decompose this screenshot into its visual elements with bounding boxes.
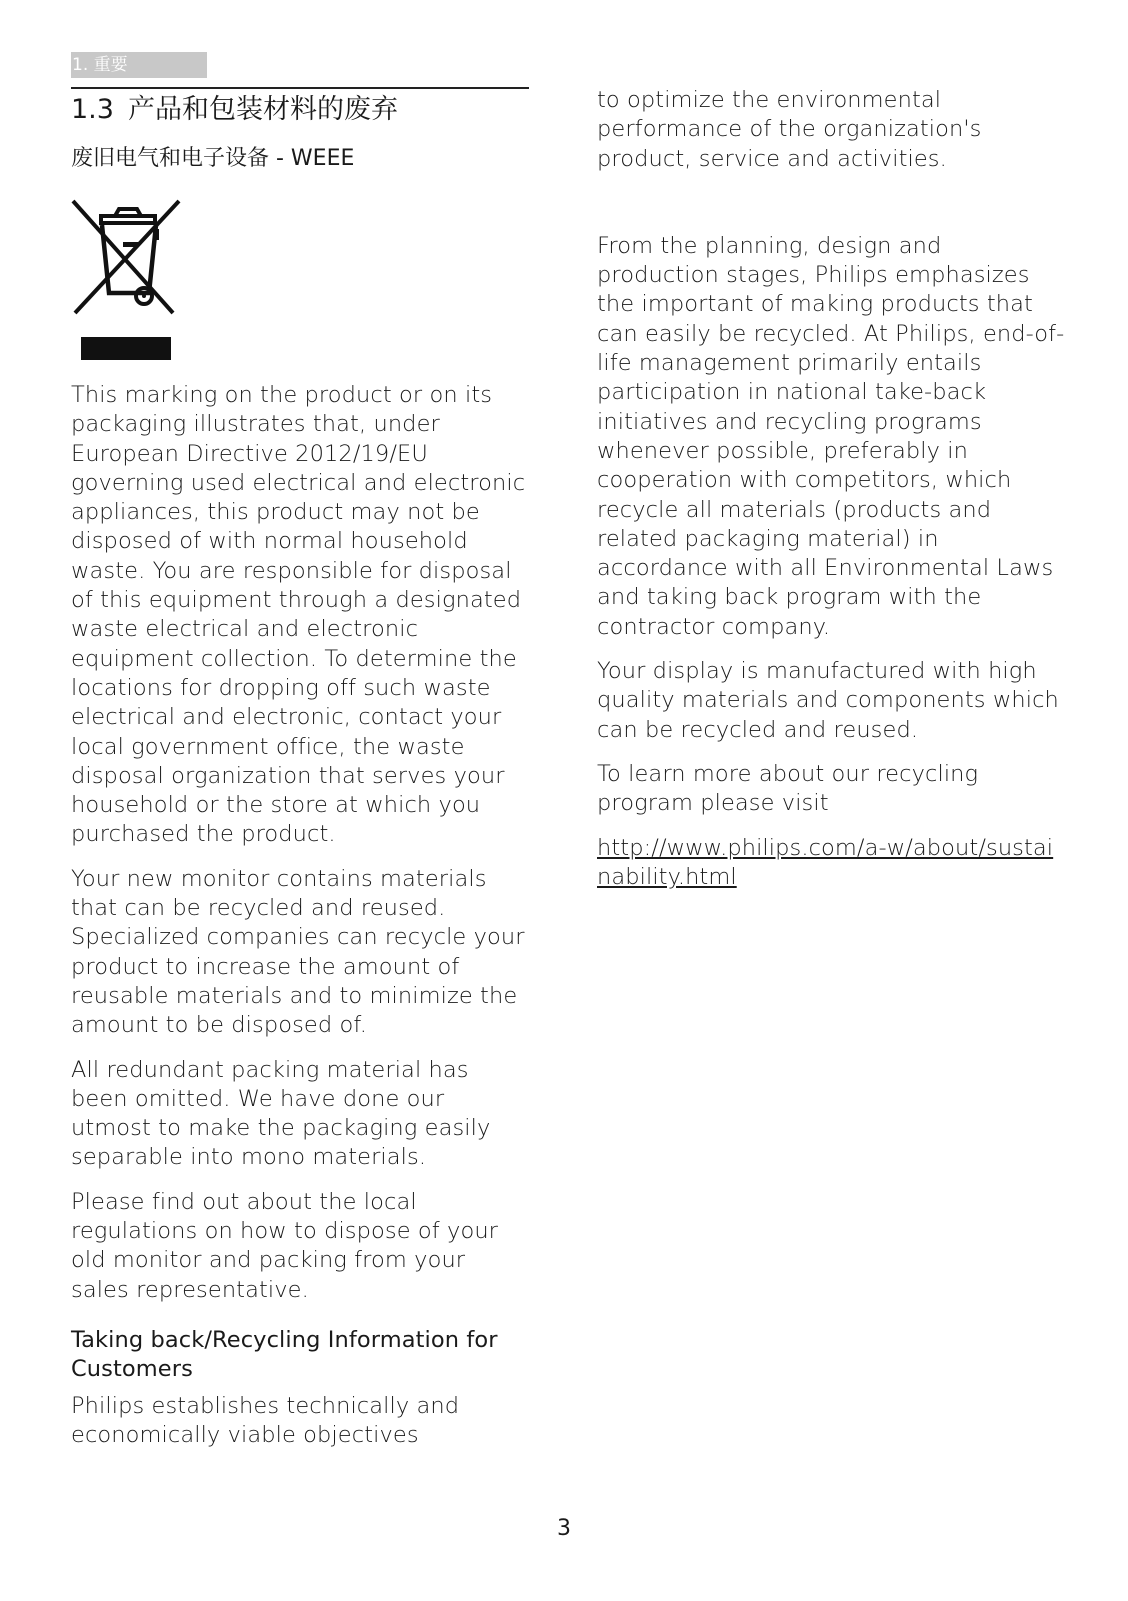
crossed-out-wheelie-bin-icon [71,199,183,363]
heading-rule [71,87,529,89]
page-number: 3 [557,1516,571,1541]
paragraph: All redundant packing material has been omitted. We have done our utmost to make the packaging easily separable into mono materials. [71,1056,491,1171]
recycling-subtitle: Taking back/Recycling Information for Customers [71,1326,498,1383]
section-number: 1.3 [71,94,114,125]
recycling-paragraphs [597,232,1067,892]
section-title: 产品和包装材料的废弃 [127,94,398,125]
page-title [71,93,529,127]
paragraph: Your display is manufactured with high quality materials and components which can be recycled and reused. [597,658,1059,743]
disposal-paragraphs [71,381,529,1305]
weee-subheading: 废旧电气和电子设备 - WEEE [71,146,355,171]
paragraph: Your new monitor contains materials that can be recycled and reused. Specialized companies can recycle your product to increase the amount of reusable materials and to minimize the amount to be disposed of. [71,865,525,1039]
link-text[interactable]: http://www.philips.com/a-w/about/sustainability.html [597,834,1054,890]
philips-sustainability-link[interactable] [597,834,1067,893]
paragraph: From the planning, design and production stages, Philips emphasizes the important of making products that can easily be recycled. At Philips, end-of-life management primarily entails participation in national take-back initiatives and recycling programs whenever possible, preferably in cooperation with competitors, which recycle all materials (products and related packaging material) in accordance with all Environmental Laws and taking back program with the contractor company. [597,232,1065,640]
right-column [597,86,1067,892]
paragraph: Please find out about the local regulations on how to dispose of your old monitor and packing from your sales representative. [71,1188,499,1303]
paragraph: To learn more about our recycling program please visit [597,760,979,817]
section-tab: 1. 重要 [71,52,207,78]
paragraph: Philips establishes technically and economically viable objectives [71,1392,460,1448]
paragraph: This marking on the product or on its packaging illustrates that, under European Directive 2012/19/EU governing used electrical and electronic appliances, this product may not be disposed of with normal household waste. You are responsible for disposal of this equipment through a designated waste electrical and electronic equipment collection. To determine the locations for dropping off such waste electrical and electronic, contact your local government office, the waste disposal organization that serves your household or the store at which you purchased the product. [71,382,526,848]
paragraph: to optimize the environmental performance of the organization's product, service and activities. [597,87,982,172]
left-column [71,87,529,1450]
